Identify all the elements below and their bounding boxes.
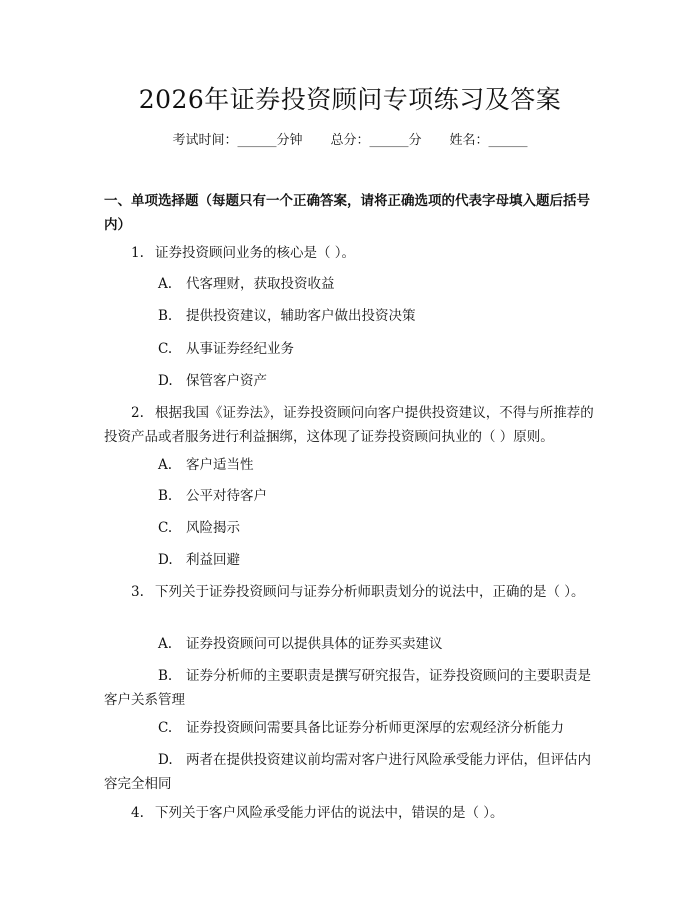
document-title: 2026年证券投资顾问专项练习及答案 bbox=[138, 85, 562, 114]
option-text: 保管客户资产 bbox=[186, 373, 267, 389]
option-letter: B. bbox=[158, 668, 173, 684]
question-1-option-d bbox=[158, 369, 600, 393]
option-text: 客户适当性 bbox=[186, 457, 254, 473]
question-1-option-a bbox=[158, 272, 600, 296]
option-text: 两者在提供投资建议前均需对客户进行风险承受能力评估，但评估内容完全相同 bbox=[104, 752, 591, 792]
option-letter: A. bbox=[158, 276, 173, 292]
question-3-option-a bbox=[158, 632, 600, 656]
question-3 bbox=[104, 580, 600, 604]
option-letter: A. bbox=[158, 457, 173, 473]
question-number: 3. bbox=[131, 584, 144, 600]
question-text: 证券投资顾问业务的核心是（ ）。 bbox=[155, 245, 356, 261]
question-2-option-a bbox=[158, 453, 600, 477]
option-text: 证券投资顾问可以提供具体的证券买卖建议 bbox=[186, 636, 443, 652]
question-3-option-d bbox=[104, 748, 600, 796]
option-text: 风险揭示 bbox=[186, 520, 240, 536]
exam-info-line bbox=[0, 132, 700, 150]
option-text: 从事证券经纪业务 bbox=[186, 341, 294, 357]
total-score-field: 总分：______分 bbox=[330, 133, 422, 148]
exam-time-field: 考试时间：______分钟 bbox=[172, 133, 303, 148]
option-text: 代客理财，获取投资收益 bbox=[186, 276, 335, 292]
question-text: 下列关于证券投资顾问与证券分析师职责划分的说法中，正确的是（ ）。 bbox=[155, 584, 585, 600]
option-letter: D. bbox=[158, 752, 173, 768]
question-text: 根据我国《证券法》，证券投资顾问向客户提供投资建议，不得与所推荐的投资产品或者服务进行利益捆绑，这体现了证券投资顾问执业的（ ）原则。 bbox=[104, 405, 594, 445]
option-letter: B. bbox=[158, 488, 173, 504]
question-number: 1. bbox=[131, 245, 144, 261]
name-field: 姓名：______ bbox=[449, 133, 528, 148]
question-1-option-b bbox=[158, 304, 600, 328]
option-text: 利益回避 bbox=[186, 552, 240, 568]
question-number: 2. bbox=[131, 405, 144, 421]
question-3-option-c bbox=[158, 716, 600, 740]
option-letter: A. bbox=[158, 636, 173, 652]
question-2-option-d bbox=[158, 548, 600, 572]
option-letter: C. bbox=[158, 520, 173, 536]
option-letter: D. bbox=[158, 373, 173, 389]
option-letter: C. bbox=[158, 341, 173, 357]
question-1 bbox=[104, 241, 600, 265]
question-text: 下列关于客户风险承受能力评估的说法中，错误的是（ ）。 bbox=[155, 805, 504, 821]
option-letter: D. bbox=[158, 552, 173, 568]
question-3-option-b bbox=[104, 664, 600, 712]
question-2-option-c bbox=[158, 516, 600, 540]
option-text: 提供投资建议，辅助客户做出投资决策 bbox=[186, 308, 416, 324]
option-text: 证券分析师的主要职责是撰写研究报告，证券投资顾问的主要职责是客户关系管理 bbox=[104, 668, 591, 708]
option-letter: B. bbox=[158, 308, 173, 324]
question-4 bbox=[104, 801, 600, 825]
question-number: 4. bbox=[131, 805, 144, 821]
question-2-option-b bbox=[158, 484, 600, 508]
option-letter: C. bbox=[158, 720, 173, 736]
option-text: 公平对待客户 bbox=[186, 488, 267, 504]
section-heading: 一、单项选择题（每题只有一个正确答案，请将正确选项的代表字母填入题后括号内） bbox=[104, 193, 590, 233]
question-1-option-c bbox=[158, 337, 600, 361]
option-text: 证券投资顾问需要具备比证券分析师更深厚的宏观经济分析能力 bbox=[186, 720, 564, 736]
question-2 bbox=[104, 401, 600, 449]
